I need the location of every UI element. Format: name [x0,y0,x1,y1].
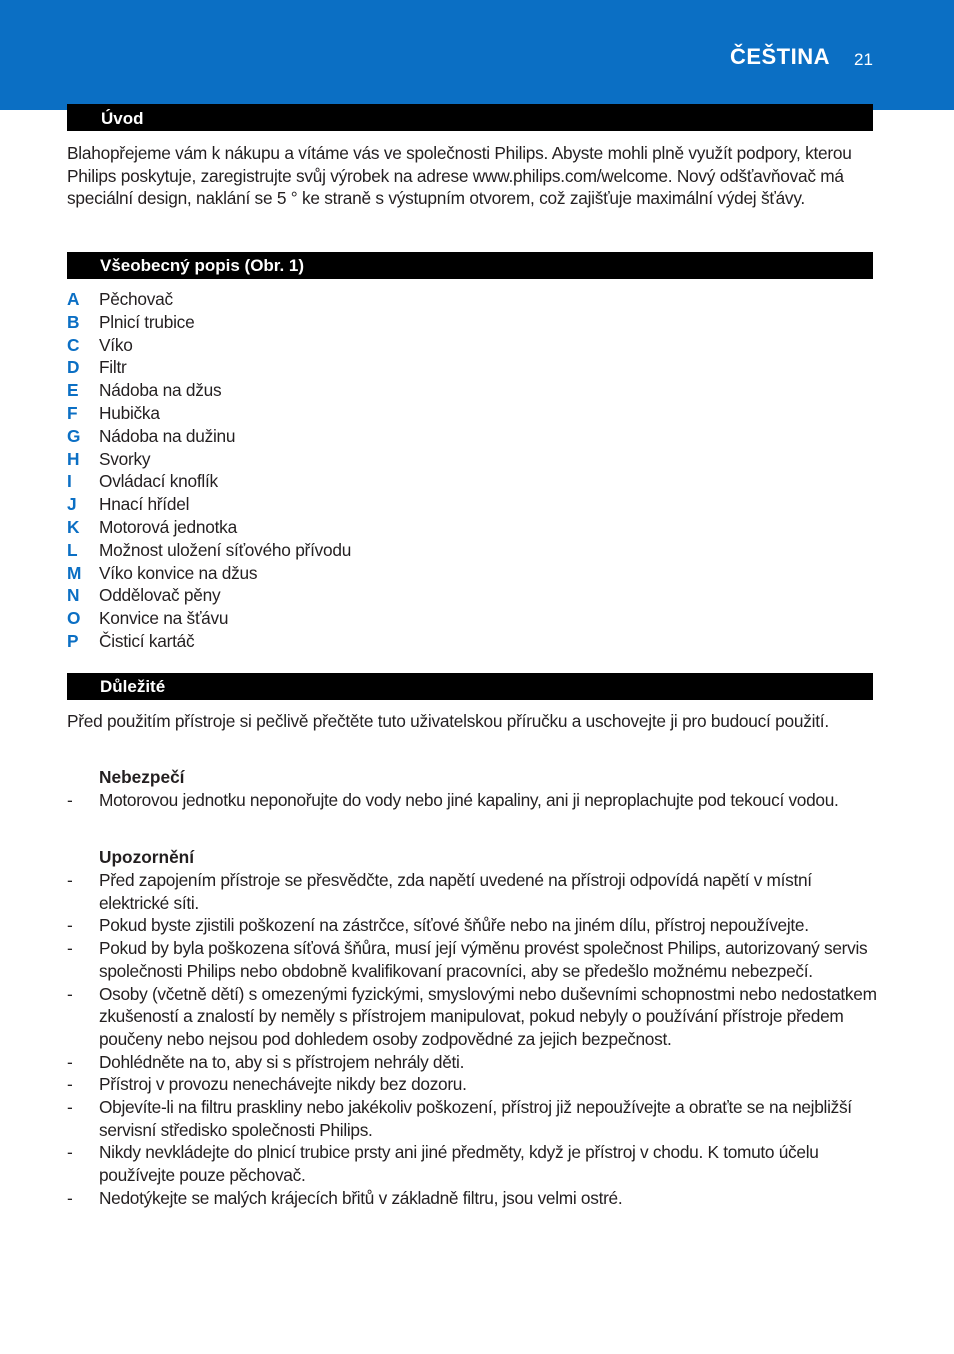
part-letter: N [67,585,80,606]
warning-list [67,869,877,1210]
part-label: Konvice na šťávu [99,608,229,629]
bullet-item [67,914,877,937]
part-label: Víko [99,334,133,355]
part-letter: H [67,448,80,469]
bullet-item [67,983,877,1051]
part-item [67,334,667,357]
section-title-intro: Úvod [101,109,144,128]
bullet-dash: - [67,1142,73,1163]
part-item [67,288,667,311]
part-label: Svorky [99,448,151,469]
bullet-text: Pokud byste zjistili poškození na zástrčce, síťové šňůře nebo na jiném dílu, přístroj nepoužívejte. [99,915,809,936]
bullet-item [67,937,877,982]
part-item [67,448,667,471]
part-label: Nádoba na džus [99,380,222,401]
part-item [67,311,667,334]
part-letter: J [67,494,77,515]
part-item [67,562,667,585]
part-item [67,539,667,562]
language-title: ČEŠTINA [729,44,830,69]
bullet-dash: - [67,1187,73,1208]
part-label: Nádoba na dužinu [99,425,236,446]
bullet-item [67,1187,877,1210]
bullet-item [67,789,877,812]
part-letter: C [67,334,80,355]
section-title-important: Důležité [100,677,166,696]
part-letter: F [67,402,78,423]
part-label: Ovládací knoflík [99,471,218,492]
part-label: Hubička [99,402,160,423]
part-label: Pěchovač [99,289,173,309]
part-letter: O [67,608,81,629]
part-item [67,425,667,448]
part-item [67,584,667,607]
section-header-description [67,252,873,279]
important-intro: Před použitím přístroje si pečlivě přečtěte tuto uživatelskou příručku a uschovejte ji pro budoucí použití. [67,711,829,731]
bullet-item [67,1141,877,1186]
part-item [67,356,667,379]
part-letter: L [67,539,78,560]
header-bar [0,0,954,110]
section-header-important [67,673,873,700]
bullet-dash: - [67,1051,73,1072]
part-item [67,470,667,493]
bullet-dash: - [67,870,73,890]
parts-list [67,288,667,653]
bullet-dash: - [67,938,73,959]
bullet-text: Objevíte-li na filtru praskliny nebo jakékoliv poškození, přístroj již nepoužívejte a obraťte se na nejbližší servisní středisko společnosti Philips. [99,1097,852,1140]
bullet-item [67,1051,877,1074]
part-label: Filtr [99,357,127,378]
bullet-text: Osoby (včetně dětí) s omezenými fyzickými, smyslovými nebo duševními schopnostmi nebo nedostatkem zkušeností a znalostí by neměly s přístrojem manipulovat, pokud nebyly o používání přístroje předem poučeny nebo nejsou pod dohledem osoby zodpovědné za jejich bezpečnost. [99,983,877,1049]
bullet-text: Před zapojením přístroje se přesvědčte, zda napětí uvedené na přístroji odpovídá napětí v místní elektrické síti. [99,870,812,913]
section-header-intro [67,104,873,131]
part-letter: D [67,357,80,378]
part-letter: E [67,380,79,401]
part-label: Čisticí kartáč [99,630,195,651]
part-item [67,516,667,539]
bullet-dash: - [67,790,73,810]
part-item [67,607,667,630]
part-label: Možnost uložení síťového přívodu [99,539,352,560]
part-item [67,630,667,653]
bullet-item [67,1073,877,1096]
section-title-description: Všeobecný popis (Obr. 1) [100,256,305,275]
bullet-text: Pokud by byla poškozena síťová šňůra, musí její výměnu provést společnost Philips, autorizovaný servis společnosti Philips nebo obdobně kvalifikovaní pracovníci, aby se předešlo možnému nebezpečí. [99,938,868,981]
danger-heading: Nebezpečí [99,767,185,787]
danger-list [67,789,877,812]
part-item [67,379,667,402]
part-label: Víko konvice na džus [99,562,258,583]
bullet-dash: - [67,1074,73,1095]
warning-heading: Upozornění [99,847,195,867]
part-letter: B [67,311,80,332]
bullet-text: Přístroj v provozu nenechávejte nikdy bez dozoru. [99,1074,467,1095]
part-item [67,493,667,516]
part-letter: G [67,425,81,446]
part-letter: P [67,630,79,651]
bullet-dash: - [67,915,73,936]
intro-paragraph: Blahopřejeme vám k nákupu a vítáme vás ve společnosti Philips. Abyste mohli plně využít podpory, kterou Philips poskytuje, zaregistrujte svůj výrobek na adrese www.philips.com/welcome. Nový odšťavňovač má speciální design, naklání se 5 ° ke straně s výstupním otvorem, což zajišťuje maximální výdej šťávy. [67,143,852,209]
part-letter: I [67,471,72,492]
bullet-text: Dohlédněte na to, aby si s přístrojem nehrály děti. [99,1051,465,1072]
bullet-dash: - [67,983,73,1004]
part-letter: A [67,289,80,309]
part-label: Oddělovač pěny [99,585,221,606]
part-label: Motorová jednotka [99,516,237,537]
bullet-dash: - [67,1097,73,1118]
bullet-item [67,1096,877,1141]
part-label: Hnací hřídel [99,494,190,515]
bullet-text: Nedotýkejte se malých krájecích břitů v základně filtru, jsou velmi ostré. [99,1187,623,1208]
bullet-text: Nikdy nevkládejte do plnicí trubice prsty ani jiné předměty, když je přístroj v chodu. K tomuto účelu používejte pouze pěchovač. [99,1142,819,1186]
part-label: Plnicí trubice [99,311,195,332]
part-letter: K [67,516,80,537]
bullet-item [67,869,877,914]
page-number: 21 [854,50,873,69]
part-letter: M [67,562,82,583]
part-item [67,402,667,425]
bullet-text: Motorovou jednotku neponořujte do vody nebo jiné kapaliny, ani ji neproplachujte pod tekoucí vodou. [99,790,839,810]
